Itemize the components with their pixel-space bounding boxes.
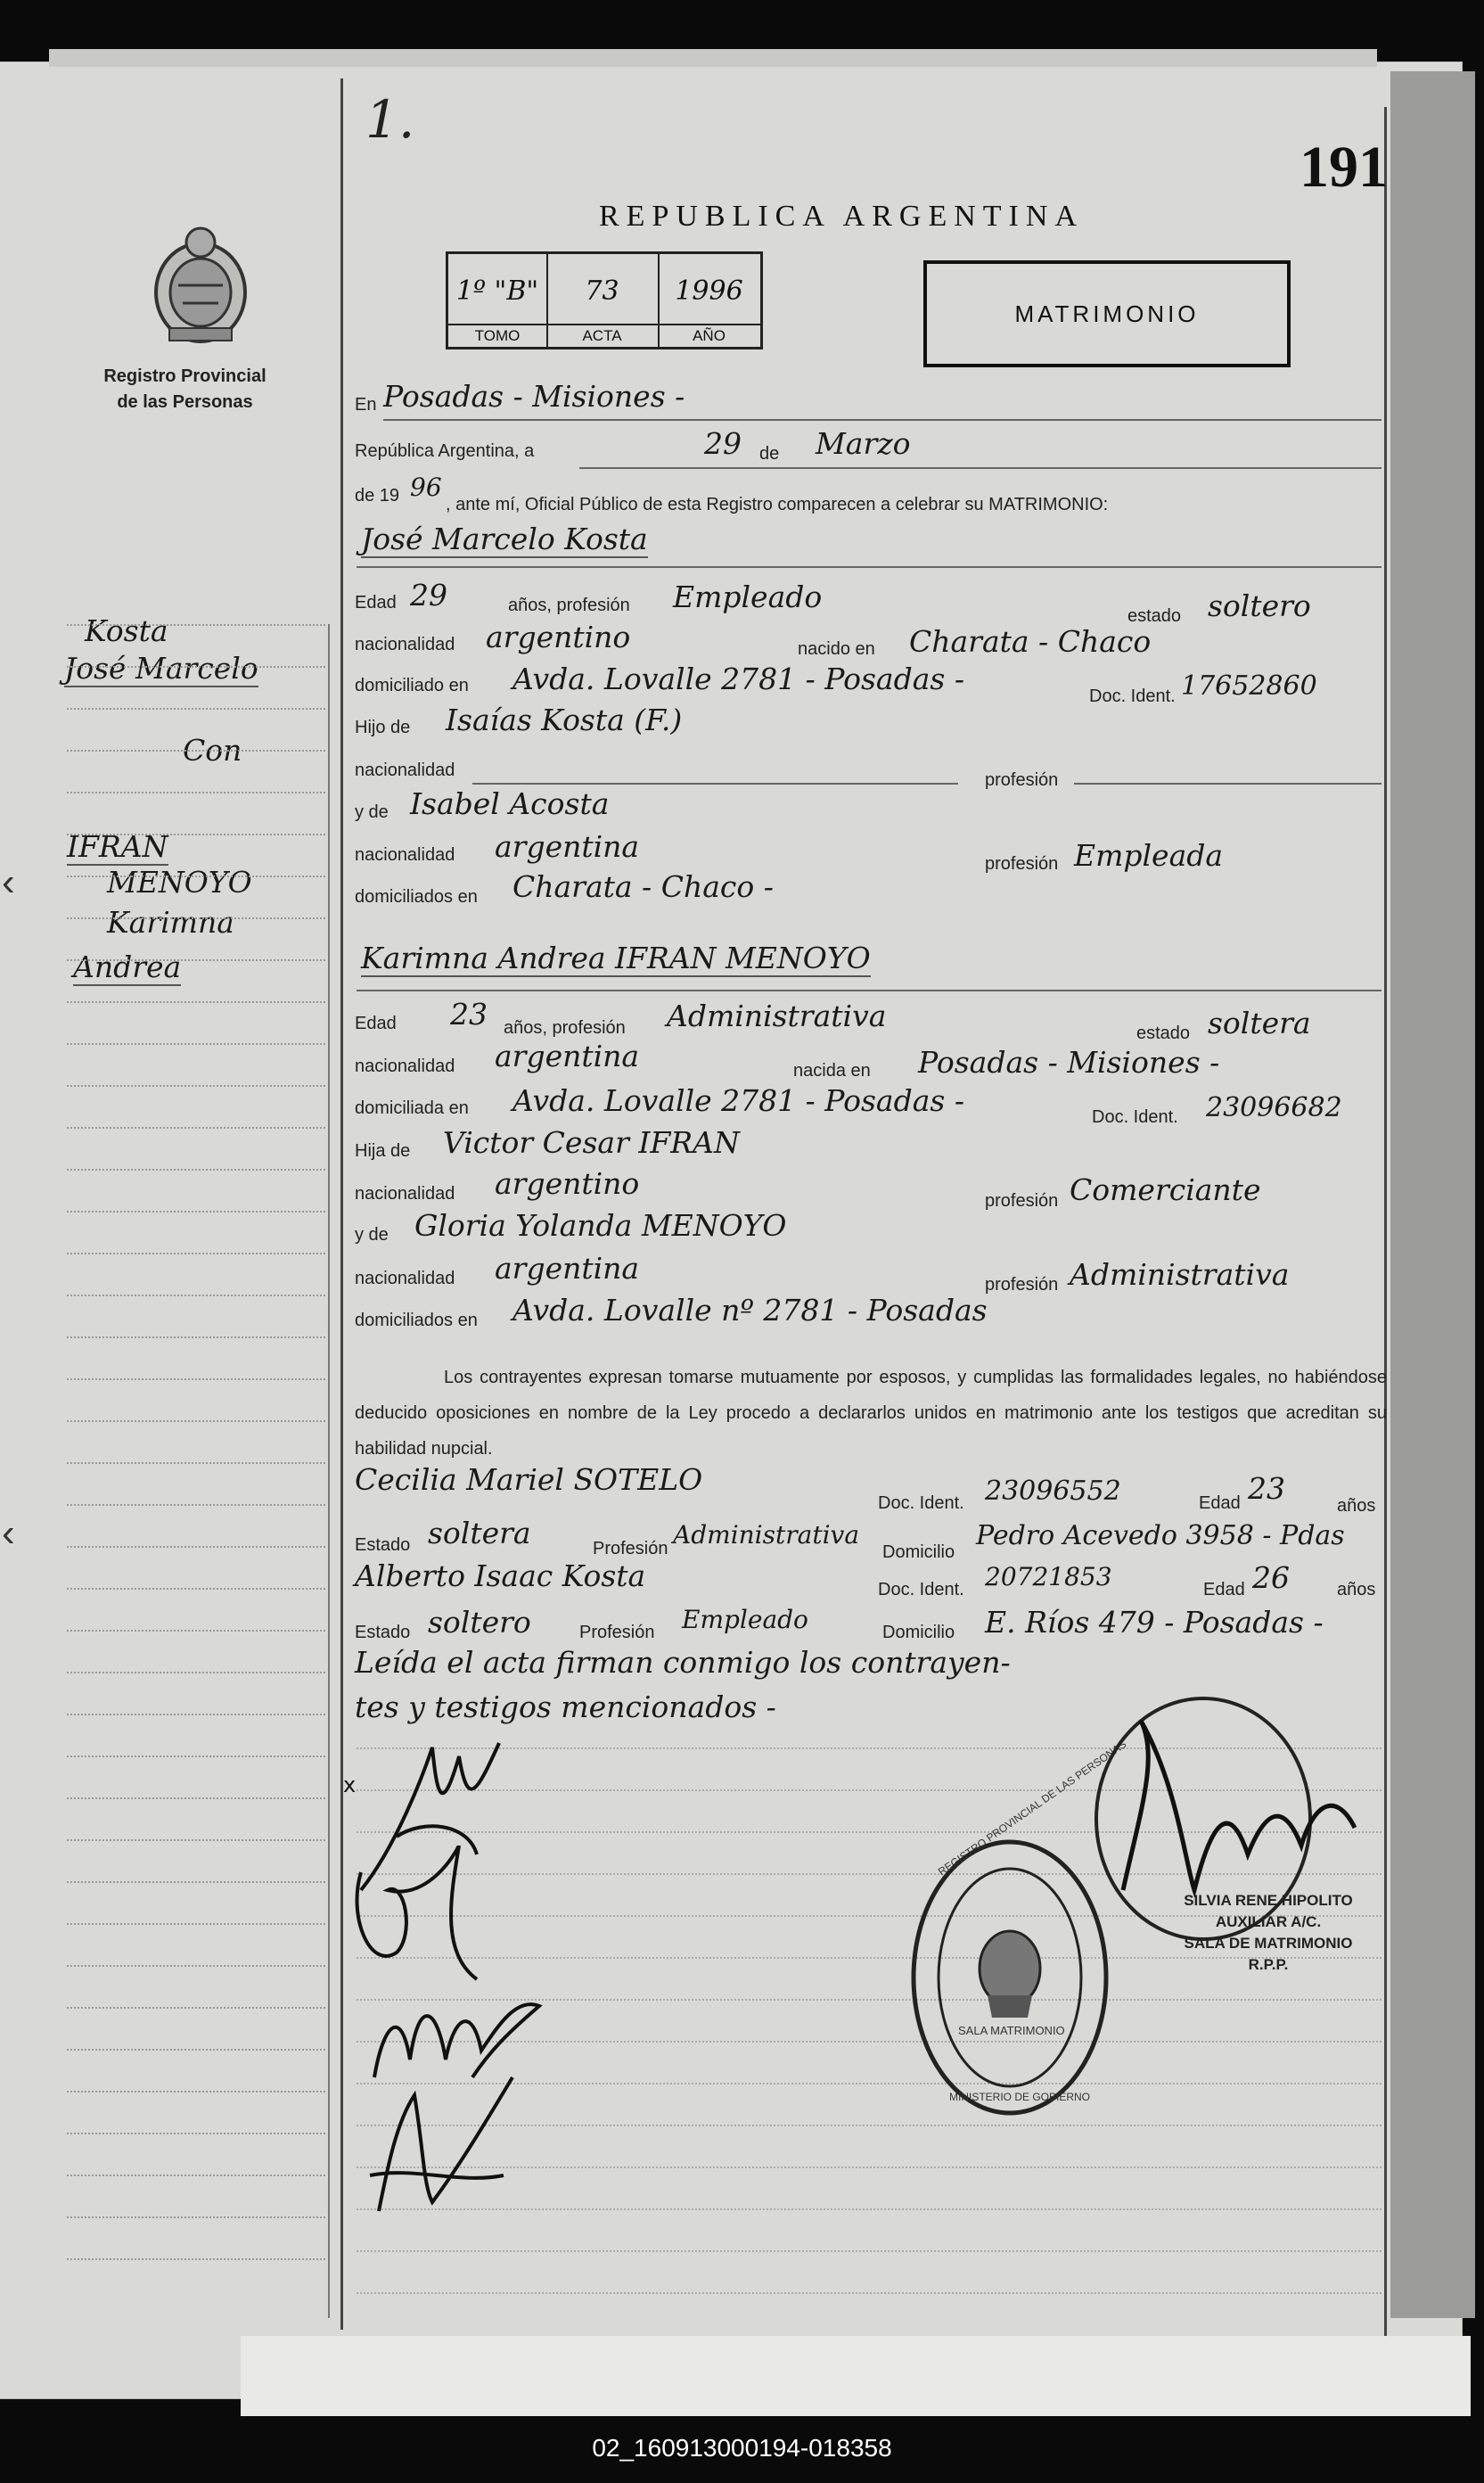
margin-arrow-1: ‹ [2, 860, 15, 904]
groom-edad-label: Edad [355, 593, 397, 613]
groom-edad: 29 [410, 578, 447, 613]
seal-inner: SALA MATRIMONIO [958, 2024, 1065, 2037]
tomo-cell [448, 254, 548, 347]
margin-dotted-line [67, 1755, 325, 1757]
margin-bride-1: IFRAN [67, 829, 168, 864]
margin-dotted-line [67, 1085, 325, 1087]
bride-padres-dom-label: domiciliados en [355, 1311, 478, 1330]
republica-label: República Argentina, a [355, 441, 535, 461]
bride-edad-label: Edad [355, 1014, 397, 1033]
bride-dom-label: domiciliada en [355, 1098, 469, 1118]
witness2-estado-label: Estado [355, 1623, 411, 1642]
stamp-line-1: SILVIA RENE HIPOLITO [1184, 1892, 1353, 1909]
margin-dotted-line [67, 1001, 325, 1003]
margin-dotted-line [67, 1336, 325, 1338]
bride-padre-prof: Comerciante [1070, 1172, 1261, 1207]
bride-hija-label: Hija de [355, 1141, 411, 1161]
bride-yde-label: y de [355, 1225, 389, 1245]
bride-padre-prof-label: profesión [985, 1191, 1059, 1211]
bride-madre-prof-label: profesión [985, 1275, 1059, 1295]
witness2-doc: 20721853 [985, 1562, 1112, 1591]
bride-madre-prof: Administrativa [1070, 1257, 1290, 1292]
groom-padres-dom-label: domiciliados en [355, 887, 478, 907]
stamp-line-2: AUXILIAR A/C. [1215, 1913, 1322, 1930]
signature-witness2-icon [361, 2068, 530, 2220]
stamp-line-4: R.P.P. [1248, 1956, 1289, 1973]
bride-nacionalidad: argentina [495, 1039, 640, 1073]
groom-nac-label: nacionalidad [355, 635, 455, 654]
margin-dotted-line [67, 959, 325, 961]
corner-mark: 1. [365, 89, 415, 150]
margin-dotted-line [67, 2258, 325, 2260]
acta-label: ACTA [546, 324, 658, 345]
margin-dotted-line [67, 1923, 325, 1925]
bride-madre: Gloria Yolanda MENOYO [414, 1208, 787, 1243]
margin-dotted-line [67, 1295, 325, 1296]
margin-dotted-line [67, 1043, 325, 1045]
witness2-domicilio: E. Ríos 479 - Posadas - [985, 1605, 1324, 1640]
seal-bottom: MINISTERIO DE GOBIERNO [949, 2091, 1091, 2103]
witness1-name: Cecilia Mariel SOTELO [355, 1462, 703, 1497]
margin-dotted-line [67, 1839, 325, 1841]
registro-provincial-label: Registro Provincial de las Personas [103, 366, 266, 412]
groom-anos-prof-label: años, profesión [508, 596, 630, 615]
margin-dotted-line [67, 1462, 325, 1464]
witness1-anos-label: años [1337, 1496, 1376, 1516]
margin-dotted-line [67, 1672, 325, 1673]
underlying-page-edge [1390, 71, 1475, 2318]
witness2-edad-label: Edad [1203, 1580, 1245, 1599]
registrar-stamp [1139, 1890, 1398, 1976]
bride-anos-prof-label: años, profesión [504, 1018, 626, 1038]
legal-paragraph: Los contrayentes expresan tomarse mutuamente por esposos, y cumplidas las formalidades legales, no habiéndose deducido oposiciones en nombre de la Ley procedo a declararlos unidos en matrimonio ante los testigos que acreditan su habilidad nupcial. [355, 1368, 1387, 1459]
bottom-paper-strip [241, 2336, 1471, 2416]
witness2-doc-label: Doc. Ident. [878, 1580, 964, 1599]
groom-padre-prof-rule [1074, 783, 1382, 785]
groom-nacionalidad: argentino [486, 620, 631, 654]
coat-of-arms-icon [143, 223, 258, 348]
tomo-value: 1º "B" [455, 275, 539, 307]
month-rule [579, 467, 1382, 469]
bride-name-rule [357, 990, 1382, 991]
bride-doc-label: Doc. Ident. [1092, 1107, 1178, 1127]
ano-cell [658, 254, 760, 347]
en-value: Posadas - Misiones - [383, 379, 685, 414]
margin-dotted-line [67, 834, 325, 835]
margin-dotted-line [67, 1881, 325, 1883]
margin-surname: Kosta [85, 613, 168, 648]
stamp-line-3: SALA DE MATRIMONIO [1184, 1935, 1353, 1952]
margin-dotted-line [67, 792, 325, 793]
groom-hijo-label: Hijo de [355, 718, 411, 737]
groom-yde-label: y de [355, 802, 389, 822]
groom-nacido: Charata - Chaco [909, 624, 1152, 659]
witness1-doc-label: Doc. Ident. [878, 1493, 964, 1513]
groom-madre-nac: argentina [495, 829, 640, 864]
bride-profesion: Administrativa [667, 999, 887, 1033]
closing-line-1: Leída el acta firman conmigo los contrayen- [355, 1645, 1011, 1680]
witness2-edad: 26 [1252, 1560, 1290, 1595]
year-prefix: de 19 [355, 486, 400, 506]
groom-dom-label: domiciliado en [355, 676, 469, 695]
left-vertical-rule [340, 78, 343, 2330]
day-value: 29 [704, 426, 742, 461]
groom-madre: Isabel Acosta [410, 786, 610, 821]
body-dotted-line [357, 2292, 1382, 2294]
witness2-dom-label: Domicilio [882, 1623, 955, 1642]
witness2-prof-label: Profesión [579, 1623, 655, 1642]
margin-arrow-2: ‹ [2, 1511, 15, 1555]
witness2-profesion: Empleado [682, 1605, 808, 1634]
groom-padre-nac-rule [472, 783, 958, 785]
en-label: En [355, 395, 377, 415]
witness2-name: Alberto Isaac Kosta [355, 1558, 646, 1593]
acta-cell [546, 254, 660, 347]
witness1-edad-label: Edad [1199, 1493, 1241, 1513]
groom-doc: 17652860 [1181, 670, 1317, 702]
margin-dotted-line [67, 624, 325, 626]
margin-dotted-line [67, 1546, 325, 1548]
ano-label: AÑO [658, 324, 760, 345]
margin-dotted-line [67, 750, 325, 752]
margin-dotted-line [67, 1797, 325, 1799]
bride-domicilio: Avda. Lovalle 2781 - Posadas - [512, 1083, 964, 1118]
margin-name: José Marcelo [64, 651, 258, 686]
bride-nacida: Posadas - Misiones - [918, 1045, 1220, 1080]
bride-padre: Victor Cesar IFRAN [443, 1125, 740, 1160]
margin-dotted-line [67, 1211, 325, 1213]
groom-estado: soltero [1208, 588, 1311, 623]
groom-estado-label: estado [1127, 606, 1182, 626]
bride-estado: soltera [1208, 1006, 1311, 1040]
margin-dotted-line [67, 1378, 325, 1380]
ano-value: 1996 [675, 275, 743, 307]
groom-name-rule [357, 566, 1382, 568]
margin-dotted-line [67, 1965, 325, 1967]
intro-text: , ante mí, Oficial Público de esta Registro comparecen a celebrar su MATRIMONIO: [446, 495, 1109, 514]
margin-dotted-line [67, 876, 325, 877]
matrimonio-box: MATRIMONIO [923, 260, 1291, 367]
body-dotted-line [357, 2250, 1382, 2252]
folio-number: 191 [1300, 135, 1388, 200]
de-label: de [759, 444, 780, 464]
groom-padre: Isaías Kosta (F.) [446, 703, 683, 737]
groom-padres-dom: Charata - Chaco - [512, 869, 774, 904]
tomo-label: TOMO [448, 324, 546, 345]
page-top-edge [49, 49, 1377, 67]
witness1-domicilio: Pedro Acevedo 3958 - Pdas [976, 1520, 1345, 1551]
margin-dotted-line [67, 2133, 325, 2134]
groom-nacido-label: nacido en [798, 639, 875, 659]
bride-padre-nac: argentino [495, 1166, 640, 1201]
margin-dotted-line [67, 708, 325, 710]
groom-doc-label: Doc. Ident. [1089, 687, 1176, 706]
groom-madre-nac-label: nacionalidad [355, 845, 455, 865]
groom-padre-prof-label: profesión [985, 770, 1059, 790]
page-title: REPUBLICA ARGENTINA [599, 200, 1084, 233]
bride-doc: 23096682 [1206, 1092, 1342, 1123]
margin-dotted-line [67, 1169, 325, 1171]
tomo-acta-ano-box [446, 251, 763, 349]
witness1-dom-label: Domicilio [882, 1542, 955, 1562]
closing-line-2: tes y testigos mencionados - [355, 1690, 776, 1724]
margin-dotted-line [67, 2049, 325, 2051]
witness1-profesion: Administrativa [673, 1520, 860, 1550]
margin-dotted-line [67, 1588, 325, 1590]
bride-madre-nac-label: nacionalidad [355, 1269, 455, 1288]
svg-text:x: x [343, 1772, 357, 1797]
groom-name: José Marcelo Kosta [361, 522, 648, 556]
signature-bride-icon [343, 1846, 512, 1988]
right-vertical-rule [1384, 107, 1387, 2336]
bride-nacida-label: nacida en [793, 1061, 871, 1081]
bride-padres-dom: Avda. Lovalle nº 2781 - Posadas [512, 1293, 988, 1328]
margin-dotted-line [67, 2175, 325, 2176]
margin-dotted-line [67, 1714, 325, 1715]
margin-dotted-line [67, 1127, 325, 1129]
seal-text: REGISTRO PROVINCIAL DE LAS PERSONAS [936, 1738, 1129, 1879]
witness2-anos-label: años [1337, 1580, 1376, 1599]
year-value: 96 [410, 473, 442, 502]
margin-bride-3: Karimna [107, 905, 234, 940]
groom-domicilio: Avda. Lovalle 2781 - Posadas - [512, 662, 964, 696]
margin-dotted-line [67, 2007, 325, 2009]
margin-dotted-line [67, 666, 325, 668]
groom-padre-nac-label: nacionalidad [355, 761, 455, 780]
en-rule [383, 419, 1382, 421]
bride-name: Karimna Andrea IFRAN MENOYO [361, 941, 871, 975]
groom-madre-prof-label: profesión [985, 854, 1059, 874]
footer-image-id: 02_160913000194-018358 [592, 2434, 892, 2462]
month-value: Marzo [816, 426, 911, 461]
margin-bride-4: Andrea [73, 950, 182, 984]
bride-madre-nac: argentina [495, 1251, 640, 1286]
acta-value: 73 [585, 275, 619, 307]
left-outer-rule [328, 624, 330, 2318]
groom-madre-prof: Empleada [1074, 838, 1224, 873]
margin-dotted-line [67, 2216, 325, 2218]
bride-estado-label: estado [1136, 1024, 1191, 1043]
witness1-edad: 23 [1248, 1471, 1285, 1506]
margin-dotted-line [67, 1420, 325, 1422]
margin-dotted-line [67, 1504, 325, 1506]
witness2-estado: soltero [428, 1605, 531, 1640]
witness1-estado-label: Estado [355, 1535, 411, 1555]
margin-con: Con [183, 733, 242, 768]
witness1-estado: soltera [428, 1516, 531, 1550]
groom-profesion: Empleado [673, 580, 823, 614]
witness1-doc: 23096552 [985, 1476, 1121, 1507]
margin-dotted-line [67, 917, 325, 919]
bride-nac-label: nacionalidad [355, 1057, 455, 1076]
margin-bride-2: MENOYO [107, 865, 252, 900]
bride-padre-nac-label: nacionalidad [355, 1184, 455, 1204]
witness1-prof-label: Profesión [593, 1539, 668, 1558]
bride-edad: 23 [450, 997, 488, 1032]
margin-dotted-line [67, 2091, 325, 2092]
margin-dotted-line [67, 1630, 325, 1632]
margin-dotted-line [67, 1253, 325, 1254]
